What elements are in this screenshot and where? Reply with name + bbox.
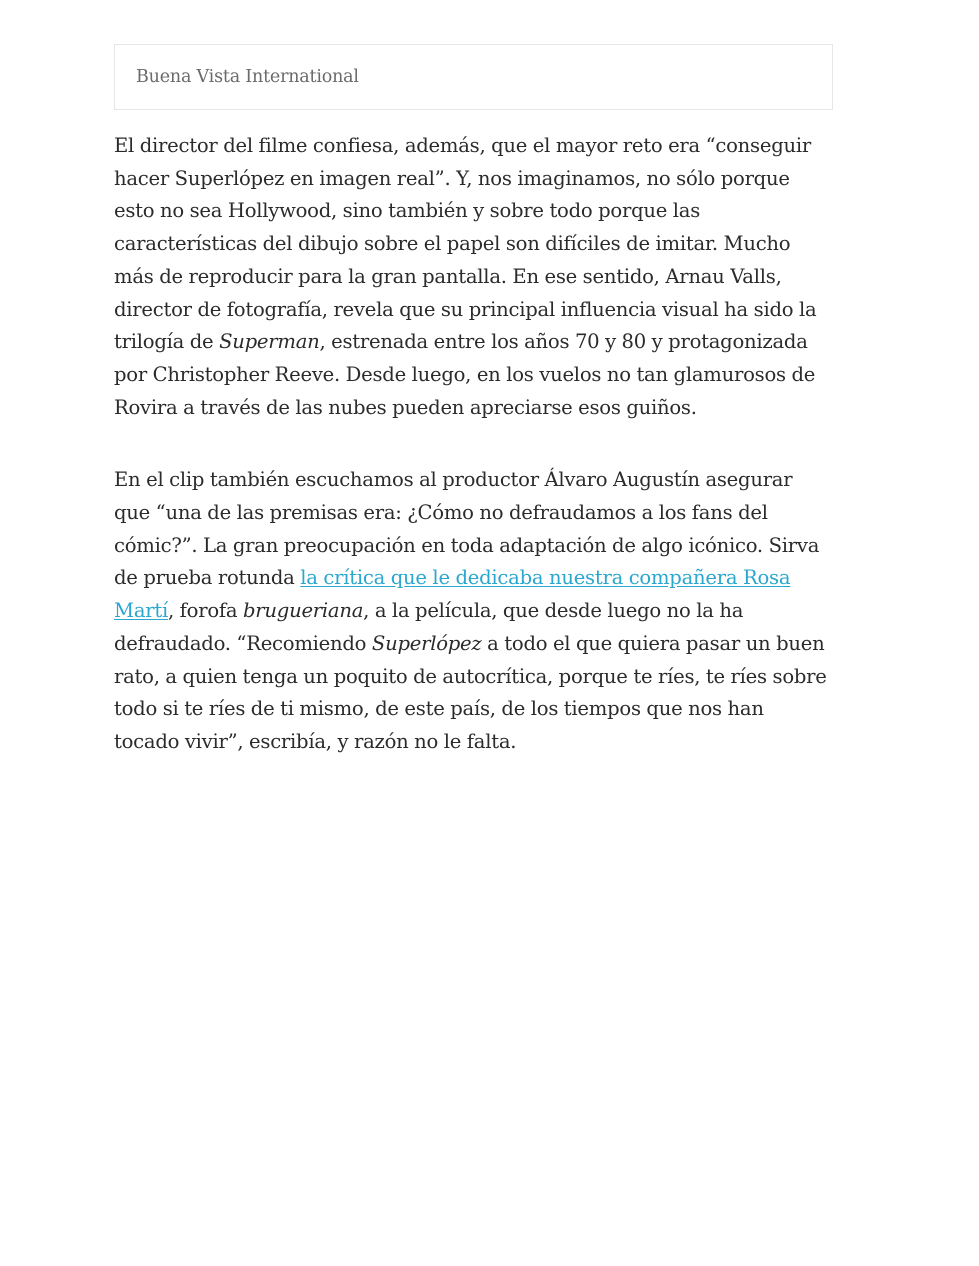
paragraph-2-text-a: En el clip también escuchamos al productor Álvaro Augustín asegurar que “una de las premisas era: ¿Cómo no defraudamos a los fans del cómic?”. La gran preocupación en toda adaptación de algo icónico. Sirva de prueba rotunda	[114, 468, 820, 590]
paragraph-1-text-b: , estrenada entre los años 70 y 80 y protagonizada por Christopher Reeve. Desde luego, en los vuelos no tan glamurosos de Rovira a través de las nubes pueden apreciarse esos guiños.	[114, 330, 816, 419]
article-body	[114, 44, 834, 759]
article-paragraph-1	[114, 130, 834, 424]
superman-title: Superman	[219, 330, 320, 354]
paragraph-2-text-d: a todo el que quiera pasar un buen rato, a quien tenga un poquito de autocrítica, porque te ríes, te ríes sobre todo si te ríes de ti mismo, de este país, de los tiempos que nos han tocado vivir”, escribía, y razón no le falta.	[114, 631, 827, 753]
review-link[interactable]: la crítica que le dedicaba nuestra compañera Rosa Martí	[114, 566, 791, 623]
image-caption	[114, 44, 833, 110]
image-caption-text: Buena Vista International	[136, 67, 359, 87]
paragraph-2-text-c: , a la película, que desde luego no la ha defraudado. “Recomiendo	[114, 599, 744, 655]
paragraph-2-text-b: , forofa	[168, 599, 243, 623]
article-paragraph-2	[114, 464, 834, 758]
brugueriana-word: brugueriana	[243, 599, 364, 623]
paragraph-1-text-a: El director del filme confiesa, además, que el mayor reto era “conseguir hacer Superlópez en imagen real”. Y, nos imaginamos, no sólo porque esto no sea Hollywood, sino también y sobre todo porque las características del dibujo sobre el papel son difíciles de imitar. Mucho más de reproducir para la gran pantalla. En ese sentido, Arnau Valls, director de fotografía, revela que su principal influencia visual ha sido la trilogía de	[114, 134, 817, 354]
superlopez-title: Superlópez	[371, 631, 482, 655]
